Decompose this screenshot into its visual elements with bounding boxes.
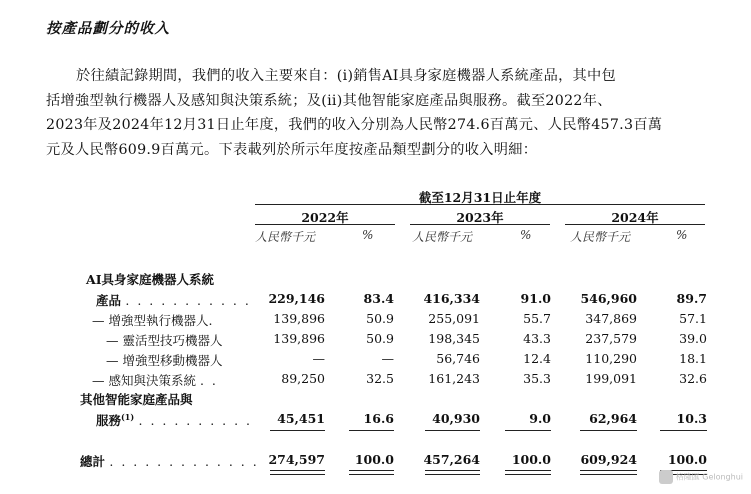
cell: 18.1: [679, 351, 707, 366]
row-label: 總計 . . . . . . . . . . . . .: [80, 454, 259, 469]
paragraph-line: 元及人民幣609.9百萬元。下表載列於所示年度按產品類型劃分的收入明細：: [46, 141, 538, 158]
cell: 609,924: [580, 452, 637, 467]
cell: 198,345: [428, 331, 480, 346]
unit-label: 人民幣千元: [412, 230, 473, 244]
cell: 237,579: [585, 331, 637, 346]
table-row: [0, 291, 751, 309]
group-row: [0, 270, 751, 288]
divider: [505, 430, 551, 431]
divider: [660, 430, 707, 431]
row-label: — 增強型移動機器人: [106, 353, 223, 368]
cell: 9.0: [529, 411, 551, 426]
cell: 229,146: [268, 291, 325, 306]
year-header: 2022年: [301, 210, 349, 225]
divider: [565, 224, 705, 225]
cell: 55.7: [523, 311, 551, 326]
table-row: [0, 371, 751, 389]
cell: 139,896: [273, 311, 325, 326]
paragraph-line: 於往績記錄期間，我們的收入主要來自：(i)銷售AI具身家庭機器人系統產品，其中包: [76, 68, 617, 84]
cell: 100.0: [354, 452, 394, 467]
unit-label: %: [520, 228, 532, 242]
period-header: 截至12月31日止年度: [418, 190, 542, 205]
unit-label: %: [362, 228, 374, 242]
row-label: 產品 . . . . . . . . . . .: [96, 293, 251, 308]
section-title: 按產品劃分的收入: [46, 20, 170, 37]
year-header: 2024年: [611, 210, 659, 225]
table-row: [0, 331, 751, 349]
row-label: — 感知與決策系統 . .: [92, 373, 218, 388]
cell: 43.3: [523, 331, 551, 346]
cell: 57.1: [679, 311, 707, 326]
table-row: [0, 351, 751, 369]
cell: 347,869: [585, 311, 637, 326]
divider: [580, 430, 637, 431]
cell: 32.6: [679, 371, 707, 386]
watermark-logo-icon: [659, 470, 673, 484]
cell: 83.4: [363, 291, 394, 306]
watermark: 格隆匯 Gelonghui: [659, 470, 743, 484]
paragraph-line: 2023年及2024年12月31日止年度，我們的收入分別為人民幣274.6百萬元、人民幣457.3百萬: [46, 117, 663, 134]
table-row: [0, 411, 751, 429]
cell: 161,243: [428, 371, 480, 386]
cell: 100.0: [667, 452, 707, 467]
cell: 110,290: [585, 351, 637, 366]
cell: 91.0: [520, 291, 551, 306]
row-label: 服務$^{(1)}$ . . . . . . . . . .: [96, 411, 253, 428]
cell: 100.0: [511, 452, 551, 467]
cell: 199,091: [585, 371, 637, 386]
double-divider: [505, 470, 551, 475]
cell: 89.7: [676, 291, 707, 306]
cell: 56,746: [436, 351, 480, 366]
double-divider: [425, 470, 480, 475]
divider: [425, 430, 480, 431]
cell: 457,264: [423, 452, 480, 467]
cell: 546,960: [580, 291, 637, 306]
cell: 32.5: [366, 371, 394, 386]
divider: [255, 204, 705, 205]
double-divider: [270, 470, 325, 475]
paragraph-line: 括增強型執行機器人及感知與決策系統；及(ii)其他智能家庭產品與服務。截至2022年、: [46, 92, 612, 109]
cell: 416,334: [423, 291, 480, 306]
cell: 62,964: [589, 411, 637, 426]
unit-label: 人民幣千元: [570, 230, 631, 244]
cell: 50.9: [366, 331, 394, 346]
cell: 40,930: [432, 411, 480, 426]
cell: 274,597: [268, 452, 325, 467]
group-row: [0, 390, 751, 408]
double-divider: [580, 470, 637, 475]
row-label: — 靈活型技巧機器人: [106, 333, 223, 348]
total-row: [0, 452, 751, 470]
unit-label: %: [676, 228, 688, 242]
intro-paragraph: [46, 64, 711, 162]
cell: 16.6: [363, 411, 394, 426]
divider: [410, 224, 550, 225]
cell: 50.9: [366, 311, 394, 326]
cell: 139,896: [273, 331, 325, 346]
cell: —: [312, 351, 325, 366]
cell: 45,451: [277, 411, 325, 426]
cell: 35.3: [523, 371, 551, 386]
table-row: [0, 311, 751, 329]
cell: 39.0: [679, 331, 707, 346]
cell: 89,250: [281, 371, 325, 386]
divider: [349, 430, 394, 431]
year-header: 2023年: [456, 210, 504, 225]
double-divider: [349, 470, 394, 475]
row-label: 其他智能家庭產品與: [80, 392, 193, 407]
divider: [270, 430, 325, 431]
cell: 12.4: [523, 351, 551, 366]
row-label: — 增強型執行機器人.: [92, 313, 215, 328]
group-label: AI具身家庭機器人系統: [86, 272, 215, 287]
divider: [255, 224, 395, 225]
unit-label: 人民幣千元: [255, 230, 316, 244]
cell: 10.3: [676, 411, 707, 426]
cell: —: [381, 351, 394, 366]
cell: 255,091: [428, 311, 480, 326]
